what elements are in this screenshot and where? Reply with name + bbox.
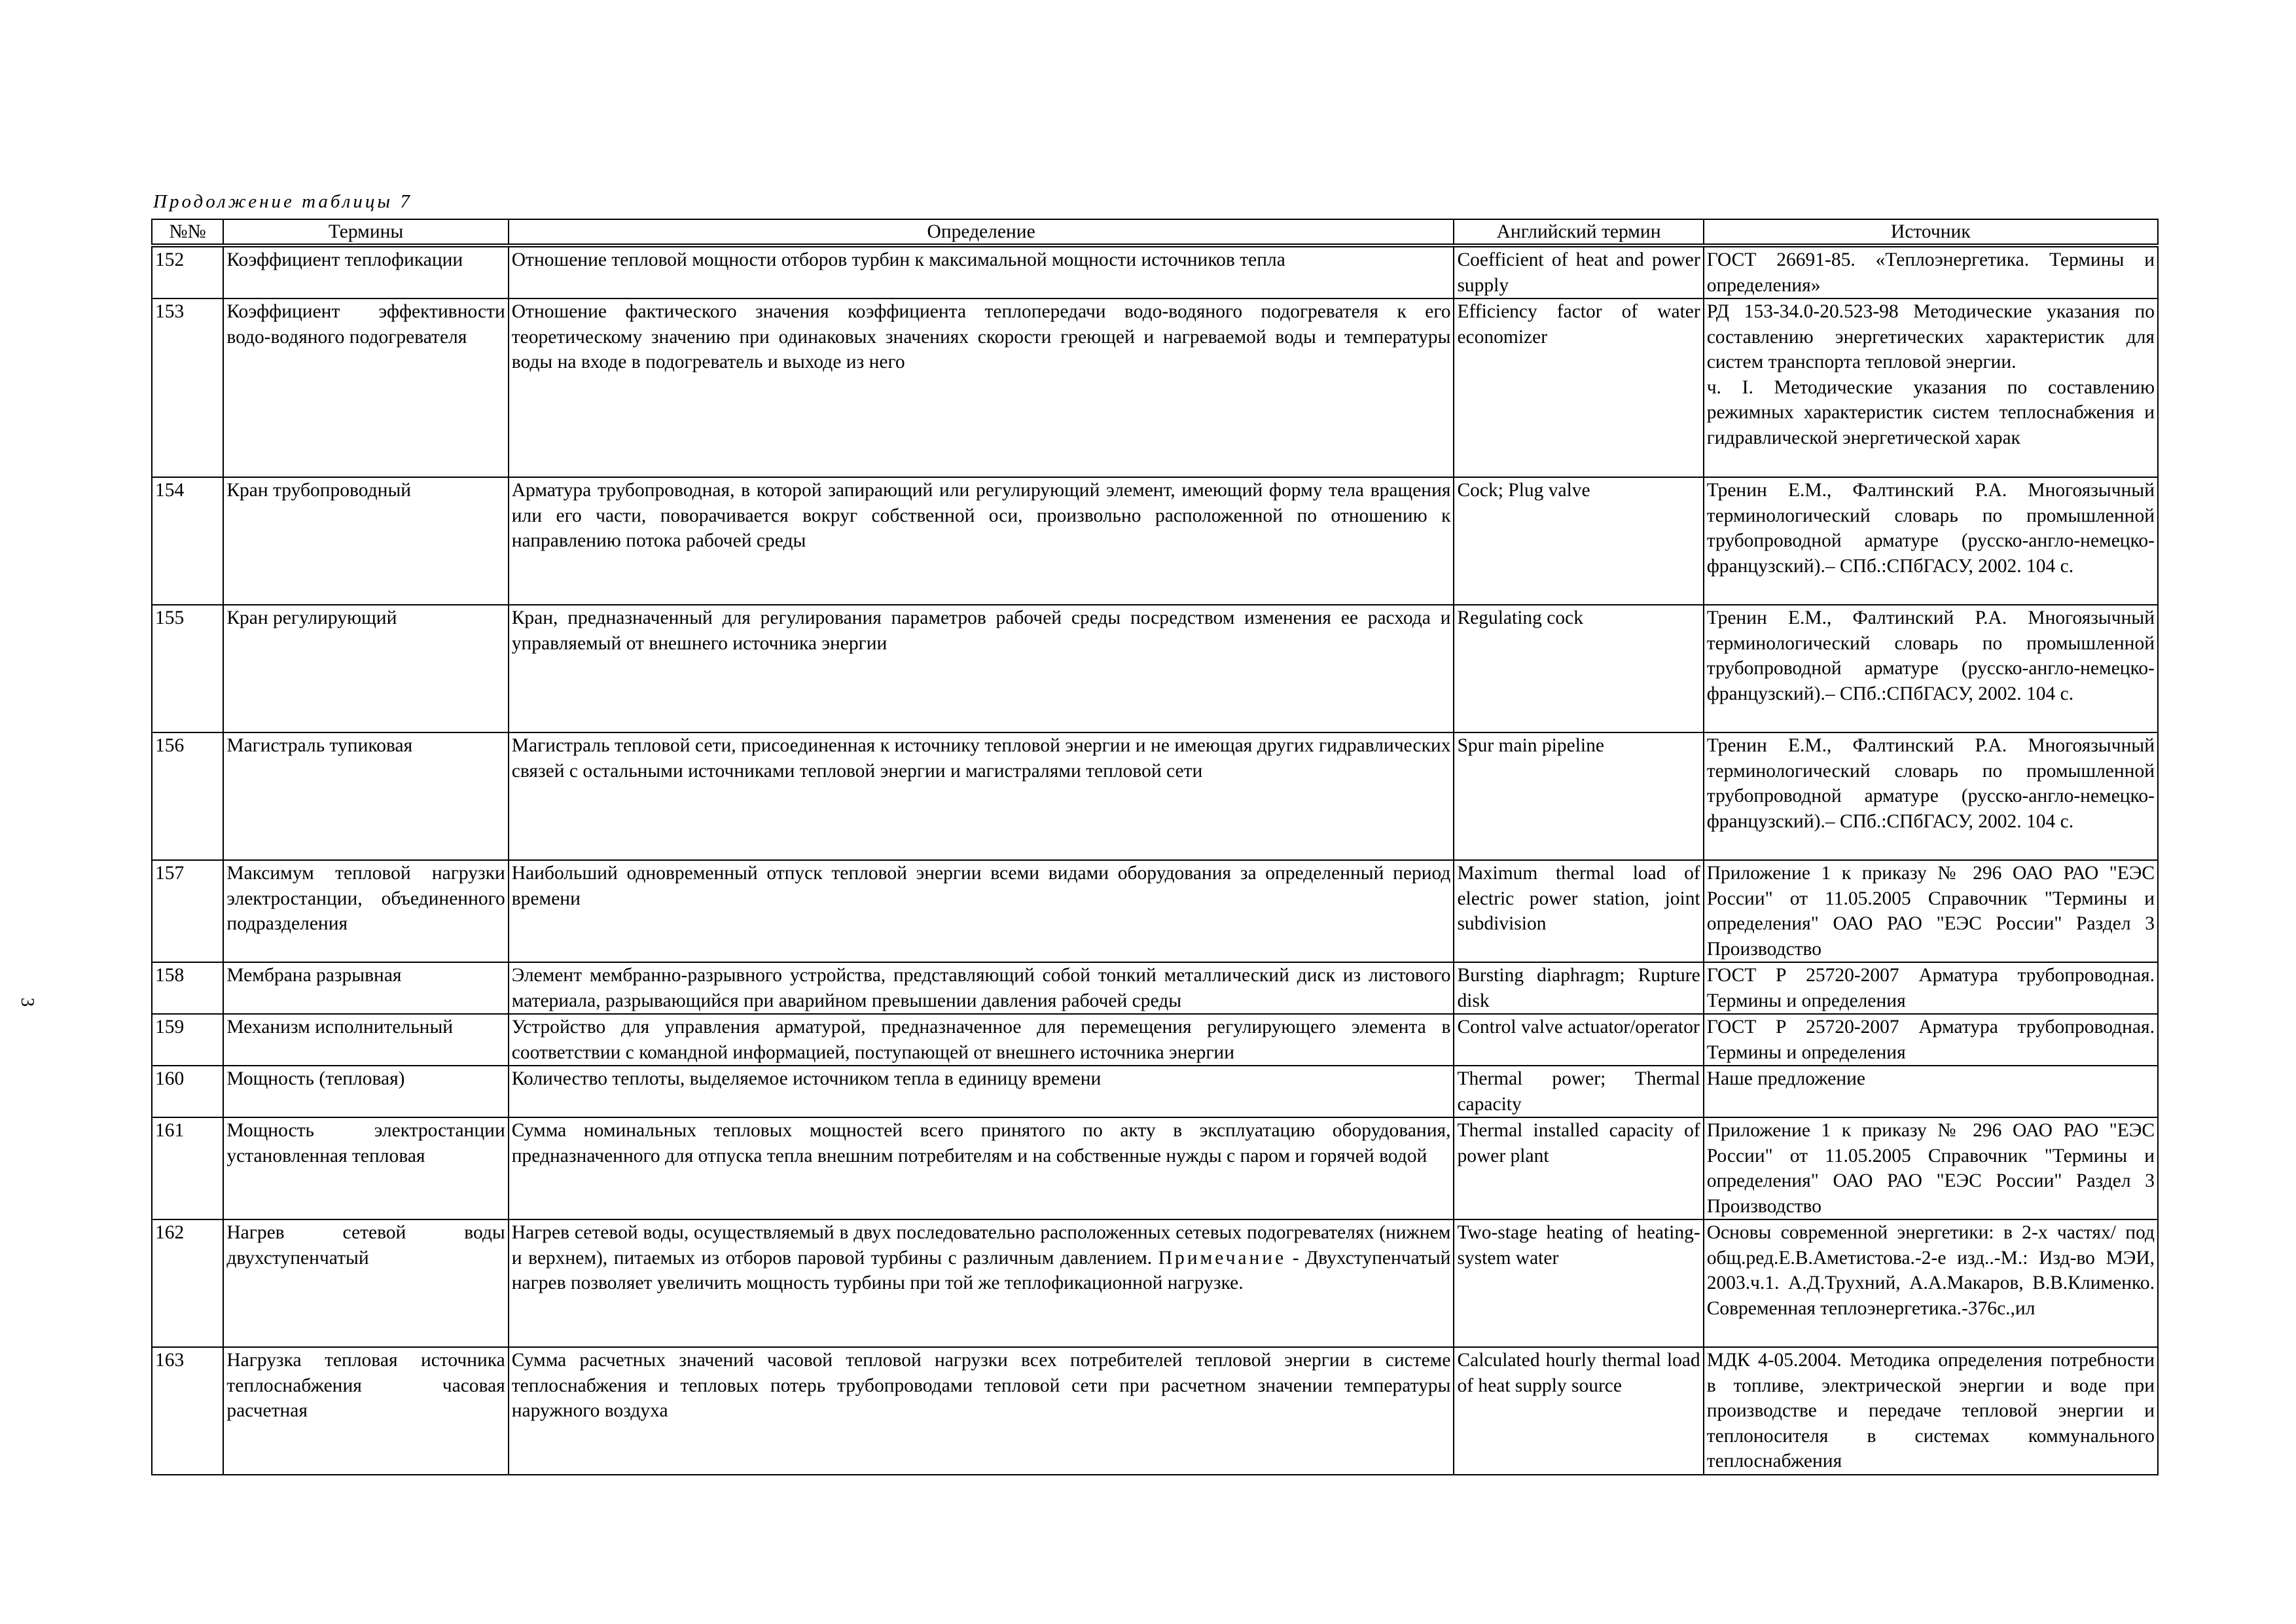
cell-term: Коэффициент теплофикации <box>223 245 508 298</box>
cell-source: Тренин Е.М., Фалтинский Р.А. Многоязычный терминологический словарь по промышленной трубопроводной арматуре (русско-англо-немецко-французский).– СПб.:СПбГАСУ, 2002. 104 с. <box>1704 732 2158 860</box>
source-text-extra: ч. I. Методические указания по составлению режимных характеристик систем теплоснабжения и гидравлической энергетической харак <box>1706 376 2155 448</box>
cell-definition: Элемент мембранно-разрывного устройства, представляющий собой тонкий металлический диск из листового материала, разрывающийся при аварийном превышении давления рабочей среды <box>509 962 1454 1014</box>
cell-english: Bursting diaphragm; Rupture disk <box>1454 962 1703 1014</box>
cell-definition: Кран, предназначенный для регулирования параметров рабочей среды посредством изменения ее расхода и управляемый от внешнего источника энергии <box>509 605 1454 732</box>
cell-term: Кран трубопроводный <box>223 477 508 605</box>
cell-term: Мощность электростанции установленная тепловая <box>223 1117 508 1219</box>
cell-term: Кран регулирующий <box>223 605 508 732</box>
table-row <box>152 1219 2158 1347</box>
definition-note-label: Примечание <box>1158 1247 1287 1269</box>
terms-table <box>151 219 2159 1475</box>
header-term: Термины <box>223 219 508 245</box>
cell-term: Коэффициент эффективности водо-водяного подогревателя <box>223 298 508 477</box>
table-row <box>152 1014 2158 1066</box>
header-english: Английский термин <box>1454 219 1703 245</box>
cell-english: Cock; Plug valve <box>1454 477 1703 605</box>
cell-source: Приложение 1 к приказу № 296 ОАО РАО "ЕЭС России" от 11.05.2005 Справочник "Термины и определения" ОАО РАО "ЕЭС России" Раздел 3 Производство <box>1704 860 2158 962</box>
cell-num: 160 <box>152 1066 223 1117</box>
cell-term: Мембрана разрывная <box>223 962 508 1014</box>
cell-english: Thermal power; Thermal capacity <box>1454 1066 1703 1117</box>
cell-source: ГОСТ Р 25720-2007 Арматура трубопроводная. Термины и определения <box>1704 1014 2158 1066</box>
cell-english: Two-stage heating of heating-system water <box>1454 1219 1703 1347</box>
page-number: 3 <box>17 998 37 1007</box>
cell-term: Максимум тепловой нагрузки электростанции, объединенного подразделения <box>223 860 508 962</box>
table-caption: Продолжение таблицы 7 <box>153 191 412 212</box>
table-row <box>152 1117 2158 1219</box>
cell-num: 153 <box>152 298 223 477</box>
cell-definition: Отношение фактического значения коэффициента теплопередачи водо-водяного подогревателя к его теоретическому значению при одинаковых значениях скорости греющей и нагреваемой воды и температуры воды на входе в подогреватель и выходе из него <box>509 298 1454 477</box>
header-source: Источник <box>1704 219 2158 245</box>
source-text: РД 153-34.0-20.523-98 Методические указания по составлению энергетических характеристик для систем транспорта тепловой энергии. <box>1706 301 2155 372</box>
cell-definition: Арматура трубопроводная, в которой запирающий или регулирующий элемент, имеющий форму тела вращения или его части, поворачивается вокруг собственной оси, произвольно расположенной по отношению к направлению потока рабочей среды <box>509 477 1454 605</box>
cell-source: ГОСТ 26691-85. «Теплоэнергетика. Термины и определения» <box>1704 245 2158 298</box>
cell-english: Maximum thermal load of electric power station, joint subdivision <box>1454 860 1703 962</box>
cell-source: МДК 4-05.2004. Методика определения потребности в топливе, электрической энергии и воде при производстве и передаче тепловой энергии и теплоносителя в системах коммунального теплоснабжения <box>1704 1347 2158 1475</box>
cell-source: Приложение 1 к приказу № 296 ОАО РАО "ЕЭС России" от 11.05.2005 Справочник "Термины и определения" ОАО РАО "ЕЭС России" Раздел 3 Производство <box>1704 1117 2158 1219</box>
table-row <box>152 298 2158 477</box>
cell-definition: Сумма расчетных значений часовой тепловой нагрузки всех потребителей тепловой энергии в системе теплоснабжения и тепловых потерь трубопроводами тепловой сети при расчетном значении температуры наружного воздуха <box>509 1347 1454 1475</box>
cell-term: Нагрев сетевой воды двухступенчатый <box>223 1219 508 1347</box>
cell-english: Control valve actuator/operator <box>1454 1014 1703 1066</box>
cell-source: Тренин Е.М., Фалтинский Р.А. Многоязычный терминологический словарь по промышленной трубопроводной арматуре (русско-англо-немецко-французский).– СПб.:СПбГАСУ, 2002. 104 с. <box>1704 605 2158 732</box>
cell-source <box>1704 298 2158 477</box>
cell-num: 156 <box>152 732 223 860</box>
cell-definition <box>509 1219 1454 1347</box>
definition-note: - Двухступенчатый нагрев позволяет увеличить мощность турбины при той же теплофикационной нагрузке. <box>511 1247 1451 1293</box>
cell-num: 159 <box>152 1014 223 1066</box>
cell-num: 158 <box>152 962 223 1014</box>
table-row <box>152 477 2158 605</box>
cell-num: 154 <box>152 477 223 605</box>
cell-english: Thermal installed capacity of power plant <box>1454 1117 1703 1219</box>
cell-term: Нагрузка тепловая источника теплоснабжения часовая расчетная <box>223 1347 508 1475</box>
cell-term: Механизм исполнительный <box>223 1014 508 1066</box>
table-row <box>152 732 2158 860</box>
cell-english: Calculated hourly thermal load of heat supply source <box>1454 1347 1703 1475</box>
cell-term: Мощность (тепловая) <box>223 1066 508 1117</box>
table-row <box>152 1347 2158 1475</box>
definition-text: Нагрев сетевой воды, осуществляемый в двух последовательно расположенных сетевых подогревателях (нижнем и верхнем), питаемых из отборов паровой турбины с различным давлением. <box>511 1222 1451 1269</box>
cell-term: Магистраль тупиковая <box>223 732 508 860</box>
cell-num: 152 <box>152 245 223 298</box>
cell-source: Наше предложение <box>1704 1066 2158 1117</box>
cell-source: Основы современной энергетики: в 2-х частях/ под общ.ред.Е.В.Аметистова.-2-е изд..-М.: Изд-во МЭИ, 2003.ч.1. А.Д.Трухний, А.А.Макаров, В.В.Клименко. Современная теплоэнергетика.-376с.,ил <box>1704 1219 2158 1347</box>
cell-english: Regulating cock <box>1454 605 1703 732</box>
table-header <box>152 219 2158 245</box>
cell-source: Тренин Е.М., Фалтинский Р.А. Многоязычный терминологический словарь по промышленной трубопроводной арматуре (русско-англо-немецко-французский).– СПб.:СПбГАСУ, 2002. 104 с. <box>1704 477 2158 605</box>
cell-definition: Магистраль тепловой сети, присоединенная к источнику тепловой энергии и не имеющая других гидравлических связей с остальными источниками тепловой энергии и магистралями тепловой сети <box>509 732 1454 860</box>
cell-num: 162 <box>152 1219 223 1347</box>
cell-definition: Количество теплоты, выделяемое источником тепла в единицу времени <box>509 1066 1454 1117</box>
cell-english: Efficiency factor of water economizer <box>1454 298 1703 477</box>
header-definition: Определение <box>509 219 1454 245</box>
cell-num: 161 <box>152 1117 223 1219</box>
table-row <box>152 1066 2158 1117</box>
cell-num: 155 <box>152 605 223 732</box>
cell-num: 163 <box>152 1347 223 1475</box>
cell-num: 157 <box>152 860 223 962</box>
cell-source: ГОСТ Р 25720-2007 Арматура трубопроводная. Термины и определения <box>1704 962 2158 1014</box>
table-row <box>152 605 2158 732</box>
cell-definition: Устройство для управления арматурой, предназначенное для перемещения регулирующего элемента в соответствии с командной информацией, поступающей от внешнего источника энергии <box>509 1014 1454 1066</box>
table-row <box>152 245 2158 298</box>
table-row <box>152 860 2158 962</box>
cell-english: Spur main pipeline <box>1454 732 1703 860</box>
cell-english: Coefficient of heat and power supply <box>1454 245 1703 298</box>
table-row <box>152 962 2158 1014</box>
cell-definition: Сумма номинальных тепловых мощностей всего принятого по акту в эксплуатацию оборудования, предназначенного для отпуска тепла внешним потребителям и на собственные нужды с паром и горячей водой <box>509 1117 1454 1219</box>
header-num: №№ <box>152 219 223 245</box>
cell-definition: Наибольший одновременный отпуск тепловой энергии всеми видами оборудования за определенный период времени <box>509 860 1454 962</box>
cell-definition: Отношение тепловой мощности отборов турбин к максимальной мощности источников тепла <box>509 245 1454 298</box>
